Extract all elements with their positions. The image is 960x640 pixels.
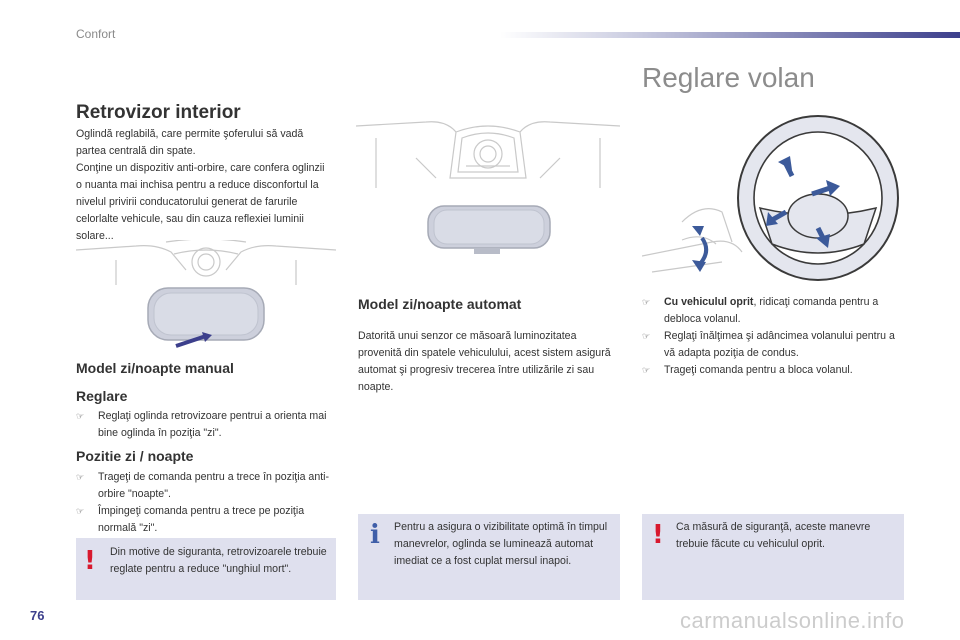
mirror-warning-text: Din motive de siguranta, retrovizoarele trebuie reglate pentru a reduce "unghiul mort". xyxy=(110,546,327,575)
mirror-warning-box xyxy=(76,538,336,600)
list-item: ☞ Trageţi de comanda pentru a trece în poziţia anti-orbire "noapte". xyxy=(76,471,330,500)
page-title: Reglare volan xyxy=(642,62,815,93)
pointing-hand-icon: ☞ xyxy=(642,297,651,307)
mirror-intro xyxy=(76,126,331,245)
page-number: 76 xyxy=(30,608,45,623)
info-box xyxy=(358,514,620,600)
pointing-hand-icon: ☞ xyxy=(76,472,85,482)
manual-title: Model zi/noapte manual xyxy=(76,360,234,376)
daynight-title: Pozitie zi / noapte xyxy=(76,448,194,464)
pointing-hand-icon: ☞ xyxy=(76,506,85,516)
adjust-title: Reglare xyxy=(76,388,128,404)
daynight-list xyxy=(76,469,331,537)
list-item: ☞ Împingeţi comanda pentru a trece pe poziţia normală "zi". xyxy=(76,505,305,534)
steering-warning-box xyxy=(642,514,904,600)
pointing-hand-icon: ☞ xyxy=(642,365,651,375)
steering-warning-text: Ca măsură de siguranţă, aceste manevre trebuie făcute cu vehiculul oprit. xyxy=(676,521,871,550)
automatic-mirror-illustration xyxy=(356,118,620,258)
steering-wheel-illustration xyxy=(642,112,904,288)
pointing-hand-icon: ☞ xyxy=(76,411,85,421)
automatic-title: Model zi/noapte automat xyxy=(358,296,522,312)
watermark: carmanualsonline.info xyxy=(680,608,905,633)
info-icon: i xyxy=(370,520,380,550)
list-item: ☞ Reglaţi oglinda retrovizoare pentrui a orienta mai bine oglinda în poziţia "zi". xyxy=(76,410,327,439)
mirror-intro-2: Conţine un dispozitiv anti-orbire, care confera oglinzii o nuanta mai inchisa pentru a reduce disconfortul la nivelul privirii conducatorului generat de farurile celorlalte vehicule, sau din cauza reflexiei luminii solare... xyxy=(76,162,325,242)
section-label: Confort xyxy=(76,27,116,41)
header-bar xyxy=(500,32,960,38)
automatic-text: Datorită unui senzor ce măsoară luminozitatea provenită din spatele vehiculului, acest sistem asigură automat şi progresiv trecerea între utilizările zi sau noapte. xyxy=(358,330,611,393)
steering-item-bold: Cu vehiculul oprit xyxy=(664,296,754,308)
list-item: ☞ Trageţi comanda pentru a bloca volanul. xyxy=(642,362,904,379)
mirror-intro-1: Oglindă reglabilă, care permite şoferului să vadă partea centrală din spate. xyxy=(76,128,304,157)
list-item: ☞ Cu vehiculul oprit, ridicaţi comanda pentru a debloca volanul. xyxy=(642,296,879,325)
list-item: ☞ Reglaţi înălţimea şi adâncimea volanului pentru a vă adapta poziţia de condus. xyxy=(642,330,895,359)
pointing-hand-icon: ☞ xyxy=(642,331,651,341)
adjust-list xyxy=(76,408,331,442)
steering-list xyxy=(642,294,904,379)
manual-mirror-illustration xyxy=(76,240,336,355)
exclamation-icon: ! xyxy=(84,546,96,576)
info-text: Pentru a asigura o vizibilitate optimă în timpul manevrelor, oglinda se luminează automat imediat ce a fost cuplat mersul inapoi. xyxy=(394,521,608,567)
mirror-title: Retrovizor interior xyxy=(76,102,241,123)
exclamation-icon: ! xyxy=(652,520,664,550)
